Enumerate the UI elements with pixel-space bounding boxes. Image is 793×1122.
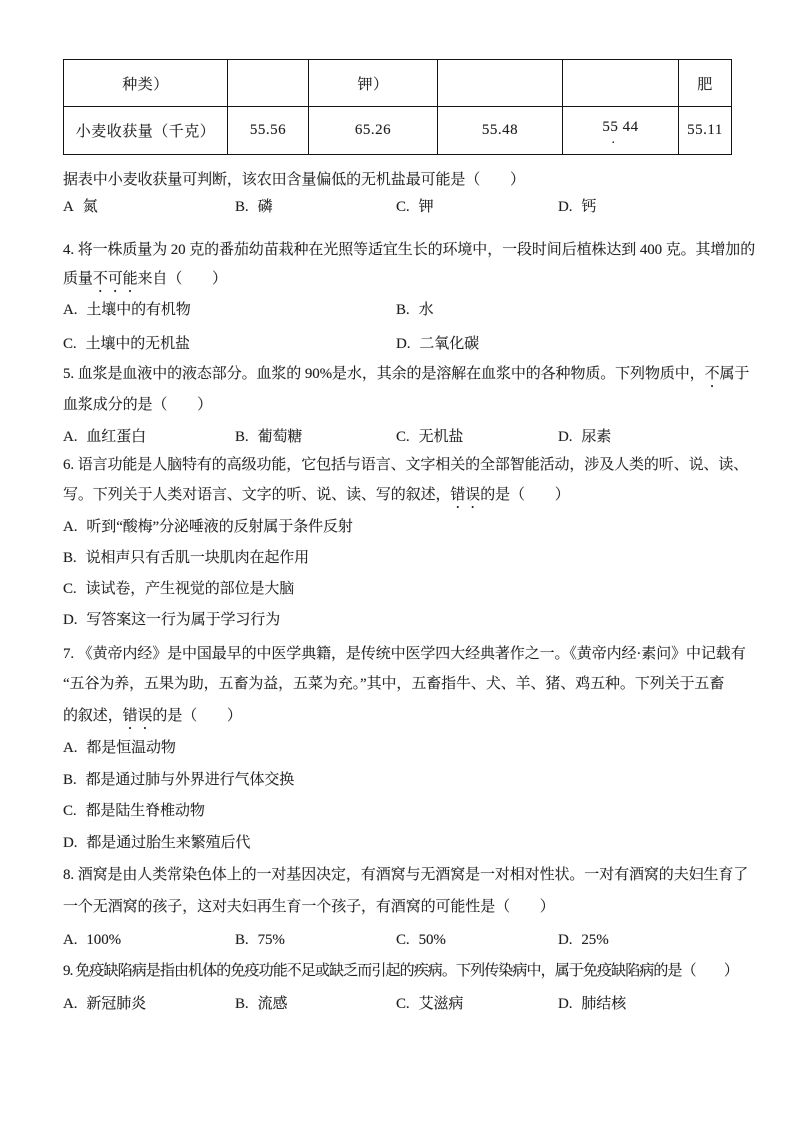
q4-option-a-label: A. bbox=[63, 302, 78, 318]
q6-option-d-text: 写答案这一行为属于学习行为 bbox=[86, 612, 281, 628]
table-header-row bbox=[64, 60, 732, 107]
q4-option-c-text: 土壤中的无机盐 bbox=[85, 336, 190, 352]
q7-option-d bbox=[63, 828, 755, 858]
table-data-row bbox=[64, 107, 732, 155]
q7-option-b bbox=[63, 765, 755, 795]
q6-option-b-text: 说相声只有舌肌一块肌肉在起作用 bbox=[85, 550, 310, 566]
q8-option-a-text: 100% bbox=[86, 932, 121, 948]
q7-option-d-text: 都是通过胎生来繁殖后代 bbox=[86, 835, 251, 851]
table-cell-value-4 bbox=[563, 107, 679, 155]
q6-option-c-text: 读试卷，产生视觉的部位是大脑 bbox=[85, 581, 295, 597]
q5-line1-emphasis: 不 bbox=[704, 366, 720, 382]
q5-option-a-text: 血红蛋白 bbox=[86, 429, 146, 445]
q5-option-c bbox=[396, 422, 558, 452]
table-header-cell-type: 种类） bbox=[64, 60, 228, 107]
q3-option-d-label: D. bbox=[558, 199, 573, 215]
q4-option-c bbox=[63, 329, 396, 359]
table-cell-value-5: 55.11 bbox=[679, 107, 732, 155]
q9-option-d bbox=[558, 989, 755, 1019]
table-cell-value-3: 55.48 bbox=[438, 107, 563, 155]
q3-stem: 据表中小麦收获量可判断，该农田含量偏低的无机盐最可能是（ ） bbox=[63, 172, 525, 188]
q7-option-a-text: 都是恒温动物 bbox=[86, 740, 176, 756]
q5-option-c-text: 无机盐 bbox=[418, 429, 464, 445]
q3-option-c-text: 钾 bbox=[418, 199, 434, 215]
q3-option-b-label: B. bbox=[235, 199, 249, 215]
table-cell-value-2: 65.26 bbox=[309, 107, 438, 155]
q6-option-d-label: D. bbox=[63, 612, 78, 628]
table-header-cell-3 bbox=[438, 60, 563, 107]
q8-option-c-label: C. bbox=[396, 932, 410, 948]
q6-stem-line2 bbox=[63, 480, 755, 510]
q6-option-a bbox=[63, 512, 755, 542]
q7-option-c-text: 都是陆生脊椎动物 bbox=[85, 803, 205, 819]
q7-stem-line1: 7. 《黄帝内经》是中国最早的中医学典籍，是传统中医学四大经典著作之一。《黄帝内经·素问》中记载有 bbox=[63, 646, 746, 662]
q9-option-a-label: A. bbox=[63, 996, 78, 1012]
q9-option-a-text: 新冠肺炎 bbox=[86, 996, 146, 1012]
q4-option-b bbox=[396, 295, 755, 325]
q9-stem-line1: 9. 免疫缺陷病是指由机体的免疫功能不足或缺乏而引起的疾病。下列传染病中，属于免疫缺陷病的是（ ） bbox=[63, 963, 739, 979]
q4-option-a bbox=[63, 295, 396, 325]
q3-option-b-text: 磷 bbox=[257, 199, 273, 215]
q6-option-c-label: C. bbox=[63, 581, 77, 597]
q3-option-c-label: C. bbox=[396, 199, 410, 215]
q4-option-c-label: C. bbox=[63, 336, 77, 352]
wheat-yield-table bbox=[63, 59, 732, 155]
q8-option-c bbox=[396, 925, 558, 955]
q8-option-b bbox=[235, 925, 396, 955]
q7-stem-line3 bbox=[63, 701, 755, 731]
q9-option-d-label: D. bbox=[558, 996, 573, 1012]
q7-option-a-label: A. bbox=[63, 740, 78, 756]
q5-options-row bbox=[63, 422, 755, 452]
q7-option-b-text: 都是通过肺与外界进行气体交换 bbox=[85, 772, 295, 788]
q9-option-a bbox=[63, 989, 235, 1019]
q8-stem-line2: 一个无酒窝的孩子，这对夫妇再生育一个孩子，有酒窝的可能性是（ ） bbox=[63, 899, 555, 915]
value-4-displaced-decimal-dot: . bbox=[611, 131, 616, 147]
q8-stem-line1: 8. 酒窝是由人类常染色体上的一对基因决定，有酒窝与无酒窝是一对相对性状。一对有酒窝的夫妇生育了 bbox=[63, 867, 749, 883]
q8-option-b-label: B. bbox=[235, 932, 249, 948]
q4-option-d-label: D. bbox=[396, 336, 411, 352]
q7-line3-post: 的是（ ） bbox=[152, 708, 242, 724]
q3-option-a-text: 氮 bbox=[82, 199, 98, 215]
q4-line2-post: 来自（ ） bbox=[137, 271, 227, 287]
q5-line1-pre: 5. 血浆是血液中的液态部分。血浆的 90%是水，其余的是溶解在血浆中的各种物质。下列物质中， bbox=[63, 366, 705, 382]
q3-option-a-label: A bbox=[63, 199, 74, 215]
q9-option-c bbox=[396, 989, 558, 1019]
q5-option-a-label: A. bbox=[63, 429, 78, 445]
q8-options-row bbox=[63, 925, 755, 955]
q7-option-b-label: B. bbox=[63, 772, 77, 788]
table-header-cell-4 bbox=[563, 60, 679, 107]
q3-option-d-text: 钙 bbox=[581, 199, 597, 215]
q5-stem-line1 bbox=[63, 359, 755, 389]
q3-option-d bbox=[558, 192, 755, 222]
q3-option-b bbox=[235, 192, 396, 222]
q5-option-d-text: 尿素 bbox=[581, 429, 612, 445]
q4-options-row-cd bbox=[63, 329, 755, 359]
q3-options-row bbox=[63, 192, 755, 222]
q4-line2-emphasis: 不可能 bbox=[92, 271, 138, 287]
q5-line1-post: 属于 bbox=[719, 366, 750, 382]
q7-line3-emphasis: 错误 bbox=[122, 708, 153, 724]
table-cell-value-1: 55.56 bbox=[228, 107, 309, 155]
table-header-cell-1 bbox=[228, 60, 309, 107]
q7-option-c bbox=[63, 796, 755, 826]
q6-option-a-label: A. bbox=[63, 519, 78, 535]
q6-line2-pre: 写。下列关于人类对语言、文字的听、说、读、写的叙述， bbox=[63, 487, 451, 503]
q3-option-a bbox=[63, 192, 235, 222]
q6-stem-line1: 6. 语言功能是人脑特有的高级功能，它包括与语言、文字相关的全部智能活动，涉及人类的听、说、读、 bbox=[63, 457, 749, 473]
q8-option-c-text: 50% bbox=[418, 932, 446, 948]
q5-option-b bbox=[235, 422, 396, 452]
q5-option-a bbox=[63, 422, 235, 452]
q8-option-d-label: D. bbox=[558, 932, 573, 948]
q7-option-d-label: D. bbox=[63, 835, 78, 851]
q4-options-row-ab bbox=[63, 295, 755, 325]
q4-option-b-label: B. bbox=[396, 302, 410, 318]
q3-option-c bbox=[396, 192, 558, 222]
q7-line3-pre: 的叙述， bbox=[63, 708, 123, 724]
q5-option-c-label: C. bbox=[396, 429, 410, 445]
q9-options-row bbox=[63, 989, 755, 1019]
q9-option-b-text: 流感 bbox=[257, 996, 288, 1012]
q7-option-a bbox=[63, 733, 755, 763]
q8-option-a bbox=[63, 925, 235, 955]
q5-option-b-text: 葡萄糖 bbox=[257, 429, 303, 445]
q5-option-b-label: B. bbox=[235, 429, 249, 445]
q6-line2-emphasis: 错误 bbox=[450, 487, 481, 503]
q8-option-b-text: 75% bbox=[257, 932, 285, 948]
q9-option-c-label: C. bbox=[396, 996, 410, 1012]
q7-stem-line2: “五谷为养，五果为助，五畜为益，五菜为充。”其中，五畜指牛、犬、羊、猪、鸡五种。下列关于五畜 bbox=[63, 676, 725, 692]
q4-line2-pre: 质量 bbox=[63, 271, 93, 287]
q6-option-c bbox=[63, 574, 755, 604]
q6-option-b bbox=[63, 543, 755, 573]
q5-option-d bbox=[558, 422, 755, 452]
q4-option-d-text: 二氧化碳 bbox=[419, 336, 479, 352]
table-cell-row-label: 小麦收获量（千克） bbox=[64, 107, 228, 155]
q9-option-b-label: B. bbox=[235, 996, 249, 1012]
q6-line2-post: 的是（ ） bbox=[480, 487, 570, 503]
q9-option-c-text: 艾滋病 bbox=[418, 996, 464, 1012]
table-header-cell-fertilizer: 肥 bbox=[679, 60, 732, 107]
q4-stem-line1: 4. 将一株质量为 20 克的番茄幼苗栽种在光照等适宜生长的环境中，一段时间后植株达到 400 克。其增加的 bbox=[63, 242, 756, 258]
q5-stem-line2: 血浆成分的是（ ） bbox=[63, 397, 213, 413]
q6-option-a-text: 听到“酸梅”分泌唾液的反射属于条件反射 bbox=[86, 519, 353, 535]
q5-option-d-label: D. bbox=[558, 429, 573, 445]
q9-option-d-text: 肺结核 bbox=[581, 996, 627, 1012]
q8-option-d-text: 25% bbox=[581, 932, 609, 948]
table-header-cell-potassium: 钾） bbox=[309, 60, 438, 107]
q9-option-b bbox=[235, 989, 396, 1019]
q7-option-c-label: C. bbox=[63, 803, 77, 819]
table-cell-value-4-inner bbox=[602, 114, 639, 147]
q6-option-b-label: B. bbox=[63, 550, 77, 566]
q4-option-d bbox=[396, 329, 755, 359]
q8-option-d bbox=[558, 925, 755, 955]
q4-stem-line2 bbox=[63, 264, 755, 294]
q8-option-a-label: A. bbox=[63, 932, 78, 948]
q4-option-b-text: 水 bbox=[418, 302, 434, 318]
q4-option-a-text: 土壤中的有机物 bbox=[86, 302, 191, 318]
value-4-digits: 55 44 bbox=[602, 118, 639, 135]
q6-option-d bbox=[63, 605, 755, 635]
